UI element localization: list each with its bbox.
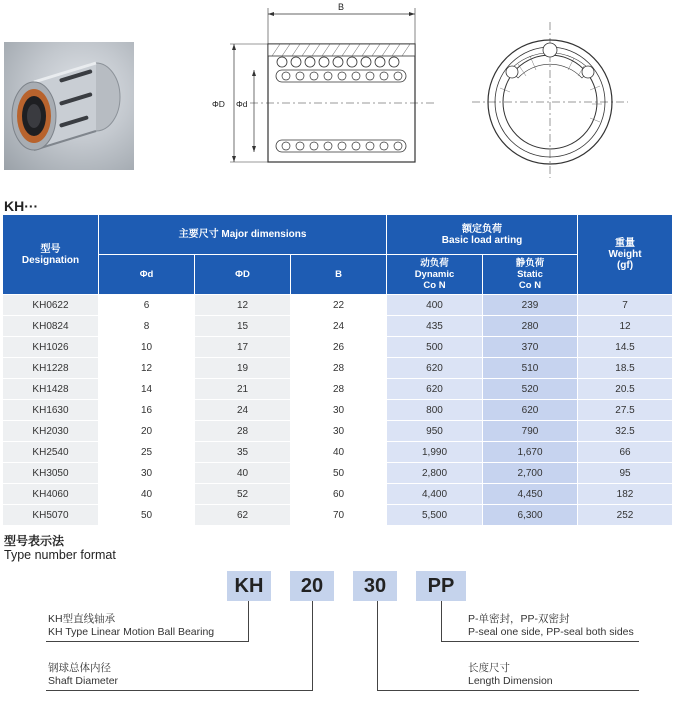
header-col-d: Φd — [99, 255, 195, 295]
table-cell: 28 — [291, 358, 387, 379]
table-cell: 62 — [195, 505, 291, 526]
table-cell: 35 — [195, 442, 291, 463]
table-row — [3, 337, 673, 358]
table-cell: 370 — [483, 337, 578, 358]
spec-table — [2, 214, 673, 526]
table-cell: 6,300 — [483, 505, 578, 526]
table-cell: KH3050 — [3, 463, 99, 484]
table-cell: 435 — [387, 316, 483, 337]
header-static: 静负荷 Static Co N — [483, 255, 578, 295]
table-cell: 12 — [99, 358, 195, 379]
table-cell: 50 — [291, 463, 387, 484]
table-cell: 30 — [99, 463, 195, 484]
bearing-photo — [4, 42, 134, 170]
table-cell: 24 — [291, 316, 387, 337]
table-cell: 26 — [291, 337, 387, 358]
header-col-B: B — [291, 255, 387, 295]
table-cell: 70 — [291, 505, 387, 526]
table-row — [3, 442, 673, 463]
table-cell: KH4060 — [3, 484, 99, 505]
table-cell: 60 — [291, 484, 387, 505]
table-cell: 182 — [578, 484, 673, 505]
table-cell: 20 — [99, 421, 195, 442]
table-cell: 27.5 — [578, 400, 673, 421]
table-cell: 52 — [195, 484, 291, 505]
table-cell: KH1428 — [3, 379, 99, 400]
code-box-seal: PP — [416, 571, 466, 601]
table-cell: 14 — [99, 379, 195, 400]
table-cell: KH2030 — [3, 421, 99, 442]
table-cell: 40 — [195, 463, 291, 484]
table-cell: 4,450 — [483, 484, 578, 505]
table-cell: 16 — [99, 400, 195, 421]
table-row — [3, 505, 673, 526]
table-cell: 30 — [291, 400, 387, 421]
table-cell: 32.5 — [578, 421, 673, 442]
table-cell: KH1630 — [3, 400, 99, 421]
table-cell: 40 — [99, 484, 195, 505]
table-cell: 21 — [195, 379, 291, 400]
table-cell: 22 — [291, 295, 387, 316]
table-cell: 25 — [99, 442, 195, 463]
table-cell: 510 — [483, 358, 578, 379]
header-major-dimensions: 主要尺寸 Major dimensions — [99, 215, 387, 255]
end-view-drawing — [470, 20, 630, 180]
table-row — [3, 316, 673, 337]
table-row — [3, 295, 673, 316]
table-cell: 19 — [195, 358, 291, 379]
table-cell: 28 — [291, 379, 387, 400]
table-cell: 14.5 — [578, 337, 673, 358]
dim-b-label: B — [337, 2, 345, 12]
table-cell: 500 — [387, 337, 483, 358]
table-cell: 30 — [291, 421, 387, 442]
table-cell: 2,700 — [483, 463, 578, 484]
note-kh: KH型直线轴承 KH Type Linear Motion Ball Bearing — [48, 613, 215, 638]
note-length: 长度尺寸 Length Dimension — [468, 662, 553, 687]
table-row — [3, 358, 673, 379]
table-cell: 24 — [195, 400, 291, 421]
table-cell: 50 — [99, 505, 195, 526]
note-shaft: 钢球总体内径 Shaft Diameter — [48, 662, 119, 687]
header-weight: 重量 Weight (gf) — [578, 215, 673, 295]
header-load-rating: 额定负荷 Basic load arting — [387, 215, 578, 255]
leader-shaft-h — [46, 690, 312, 691]
table-cell: 1,990 — [387, 442, 483, 463]
dim-inner-label: Φd — [236, 99, 248, 109]
table-cell: 15 — [195, 316, 291, 337]
table-row — [3, 484, 673, 505]
table-row — [3, 400, 673, 421]
table-cell: 1,670 — [483, 442, 578, 463]
table-cell: 20.5 — [578, 379, 673, 400]
header-designation: 型号 Designation — [3, 215, 99, 295]
table-cell: 620 — [387, 379, 483, 400]
table-cell: 239 — [483, 295, 578, 316]
leader-shaft-v — [312, 601, 313, 691]
table-cell: 252 — [578, 505, 673, 526]
table-cell: 66 — [578, 442, 673, 463]
table-cell: 400 — [387, 295, 483, 316]
table-cell: 280 — [483, 316, 578, 337]
table-cell: 620 — [483, 400, 578, 421]
type-format-title-zh: 型号表示法 — [4, 534, 65, 548]
table-cell: 800 — [387, 400, 483, 421]
table-cell: 2,800 — [387, 463, 483, 484]
table-cell: KH0824 — [3, 316, 99, 337]
table-row — [3, 463, 673, 484]
table-row — [3, 421, 673, 442]
table-cell: 10 — [99, 337, 195, 358]
table-cell: 620 — [387, 358, 483, 379]
leader-seal-h — [441, 641, 639, 642]
table-cell: 28 — [195, 421, 291, 442]
leader-length-v — [377, 601, 378, 691]
table-cell: KH5070 — [3, 505, 99, 526]
table-cell: 790 — [483, 421, 578, 442]
note-seal: P-单密封，PP-双密封 P-seal one side, PP-seal both sides — [468, 613, 634, 638]
code-box-kh: KH — [227, 571, 271, 601]
table-cell: 18.5 — [578, 358, 673, 379]
leader-length-h — [377, 690, 639, 691]
type-format-title-en: Type number format — [4, 548, 116, 562]
table-cell: 5,500 — [387, 505, 483, 526]
table-cell: 12 — [578, 316, 673, 337]
table-cell: 4,400 — [387, 484, 483, 505]
code-box-shaft: 20 — [290, 571, 334, 601]
table-cell: 6 — [99, 295, 195, 316]
table-row — [3, 379, 673, 400]
table-cell: KH1026 — [3, 337, 99, 358]
table-cell: 520 — [483, 379, 578, 400]
leader-kh-h — [46, 641, 248, 642]
table-cell: 17 — [195, 337, 291, 358]
code-box-length: 30 — [353, 571, 397, 601]
leader-seal-v — [441, 601, 442, 642]
table-cell: 7 — [578, 295, 673, 316]
header-col-D: ΦD — [195, 255, 291, 295]
table-cell: 950 — [387, 421, 483, 442]
table-cell: 95 — [578, 463, 673, 484]
leader-kh-v — [248, 601, 249, 642]
side-section-drawing — [210, 0, 450, 185]
series-label: KH··· — [4, 198, 39, 214]
table-cell: 12 — [195, 295, 291, 316]
table-cell: 40 — [291, 442, 387, 463]
table-cell: 8 — [99, 316, 195, 337]
table-cell: KH1228 — [3, 358, 99, 379]
table-cell: KH2540 — [3, 442, 99, 463]
table-cell: KH0622 — [3, 295, 99, 316]
dim-outer-label: ΦD — [212, 99, 225, 109]
header-dynamic: 动负荷 Dynamic Co N — [387, 255, 483, 295]
